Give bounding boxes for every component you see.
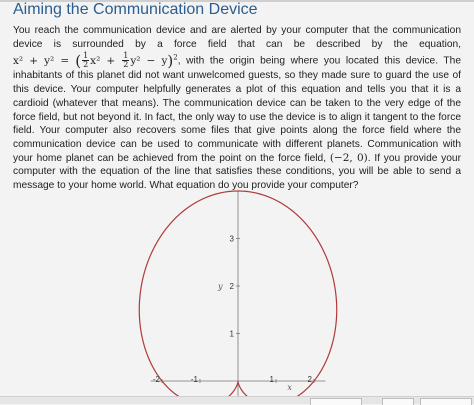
toolbar-button[interactable] (310, 398, 362, 405)
x-tick-label: -2 (152, 375, 160, 384)
paragraph-line1: You reach the communication device and are alerted by your computer that the communication device is (13, 25, 461, 50)
paragraph-before-eq: surrounded by a force field that can be described by the equation, (72, 38, 461, 50)
y-tick-label: 3 (229, 234, 234, 244)
paragraph-rest: the origin being where you located this device. The inhabitants of this planet did not want unwelcomed guests, so they made sure to guard the use of this device. Your computer helpfully generates a plot of this equation and tells you that it is a cardioid (whatever that means). The communication device can be taken to the very edge of the force field, but not beyond it. In fact, the only way to use the device is to align it tangent to the force field. Your computer also recovers some files that give points along the force field where the communication device can be used to communicate with different planets. Communication with your home planet can be achieved from the point on the force field, (13, 55, 461, 164)
x-axis-label: x (287, 383, 292, 392)
plot-axes (151, 191, 326, 398)
target-point: (−2, 0) (329, 151, 368, 164)
page-title: Aiming the Communication Device (13, 1, 258, 18)
toolbar-button[interactable] (420, 398, 472, 405)
y-tick-label: 2 (229, 282, 234, 291)
y-axis-label: y (218, 282, 223, 291)
force-field-equation: x² + y² = ( $\frac{1}{2}$ x² + $\frac{1}{2}$ y² − y)$^2$ (13, 51, 178, 70)
y-tick-label: 1 (229, 329, 234, 339)
x-tick-label: -1 (190, 375, 198, 384)
paragraph-after-eq: , with (177, 55, 205, 67)
x-tick-label: 1 (269, 375, 274, 384)
x-tick-label: 2 (307, 375, 312, 384)
paragraph-end: . If you provide your computer with the equation of the line that satisfies these conditions, you will be able to send a message to your home world. What equation do you provide your computer? (13, 152, 461, 192)
plot-labels (153, 235, 313, 393)
toolbar-button[interactable] (382, 398, 414, 405)
